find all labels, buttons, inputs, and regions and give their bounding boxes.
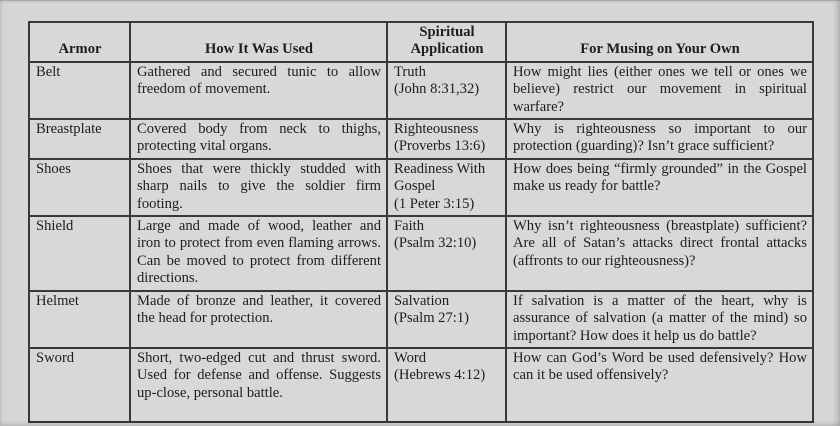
application-cell xyxy=(387,62,506,119)
application-name: Truth xyxy=(394,63,426,80)
table-row-breastplate xyxy=(29,119,813,159)
application-name: Faith xyxy=(394,218,424,235)
musing-cell: How does being “firmly grounded” in the Gospel make us ready for battle? xyxy=(506,159,813,216)
application-reference: (Proverbs 13:6) xyxy=(394,138,486,155)
armor-table xyxy=(28,21,814,423)
application-cell xyxy=(387,216,506,291)
table-row-shoes xyxy=(29,159,813,216)
armor-cell: Breastplate xyxy=(29,119,130,159)
table-row-sword xyxy=(29,348,813,422)
musing-cell: Why isn’t righteousness (breastplate) sufficient? Are all of Satan’s attacks direct frontal attacks (affronts to our righteousness)? xyxy=(506,216,813,291)
application-cell xyxy=(387,291,506,348)
column-header-musing: For Musing on Your Own xyxy=(506,22,813,62)
application-reference: (Hebrews 4:12) xyxy=(394,367,486,384)
application-reference: (1 Peter 3:15) xyxy=(394,195,475,212)
application-name: Righteousness xyxy=(394,121,479,138)
application-cell xyxy=(387,119,506,159)
use-cell: Gathered and secured tunic to allow freedom of movement. xyxy=(130,62,387,119)
table-row-belt xyxy=(29,62,813,119)
musing-cell: How might lies (either ones we tell or ones we believe) restrict our movement in spiritual warfare? xyxy=(506,62,813,119)
armor-cell: Belt xyxy=(29,62,130,119)
application-reference: (Psalm 32:10) xyxy=(394,235,477,252)
application-cell xyxy=(387,159,506,216)
application-name: Readiness With Gospel xyxy=(394,160,486,195)
use-cell: Shoes that were thickly studded with sharp nails to give the soldier firm footing. xyxy=(130,159,387,216)
use-cell: Made of bronze and leather, it covered the head for protection. xyxy=(130,291,387,348)
table-row-helmet xyxy=(29,291,813,348)
application-name: Salvation xyxy=(394,292,450,309)
armor-cell: Sword xyxy=(29,348,130,422)
use-cell: Covered body from neck to thighs, protecting vital organs. xyxy=(130,119,387,159)
musing-cell: If salvation is a matter of the heart, why is assurance of salvation (a matter of the mind) so important? How does it help us do battle? xyxy=(506,291,813,348)
musing-cell: How can God’s Word be used defensively? How can it be used offensively? xyxy=(506,348,813,422)
application-reference: (Psalm 27:1) xyxy=(394,310,469,327)
armor-cell: Shoes xyxy=(29,159,130,216)
armor-cell: Shield xyxy=(29,216,130,291)
application-name: Word xyxy=(394,349,427,366)
column-header-armor: Armor xyxy=(29,22,130,62)
armor-cell: Helmet xyxy=(29,291,130,348)
use-cell: Large and made of wood, leather and iron to protect from even flaming arrows. Can be moved to protect from different directions. xyxy=(130,216,387,291)
use-cell: Short, two-edged cut and thrust sword. Used for defense and offense. Suggests up-close, personal battle. xyxy=(130,348,387,422)
column-header-how-used: How It Was Used xyxy=(130,22,387,62)
application-reference: (John 8:31,32) xyxy=(394,81,480,98)
application-cell xyxy=(387,348,506,422)
musing-cell: Why is righteousness so important to our protection (guarding)? Isn’t grace sufficient? xyxy=(506,119,813,159)
table-row-shield xyxy=(29,216,813,291)
column-header-spiritual-application: Spiritual Application xyxy=(387,22,506,62)
header-row xyxy=(29,22,813,62)
